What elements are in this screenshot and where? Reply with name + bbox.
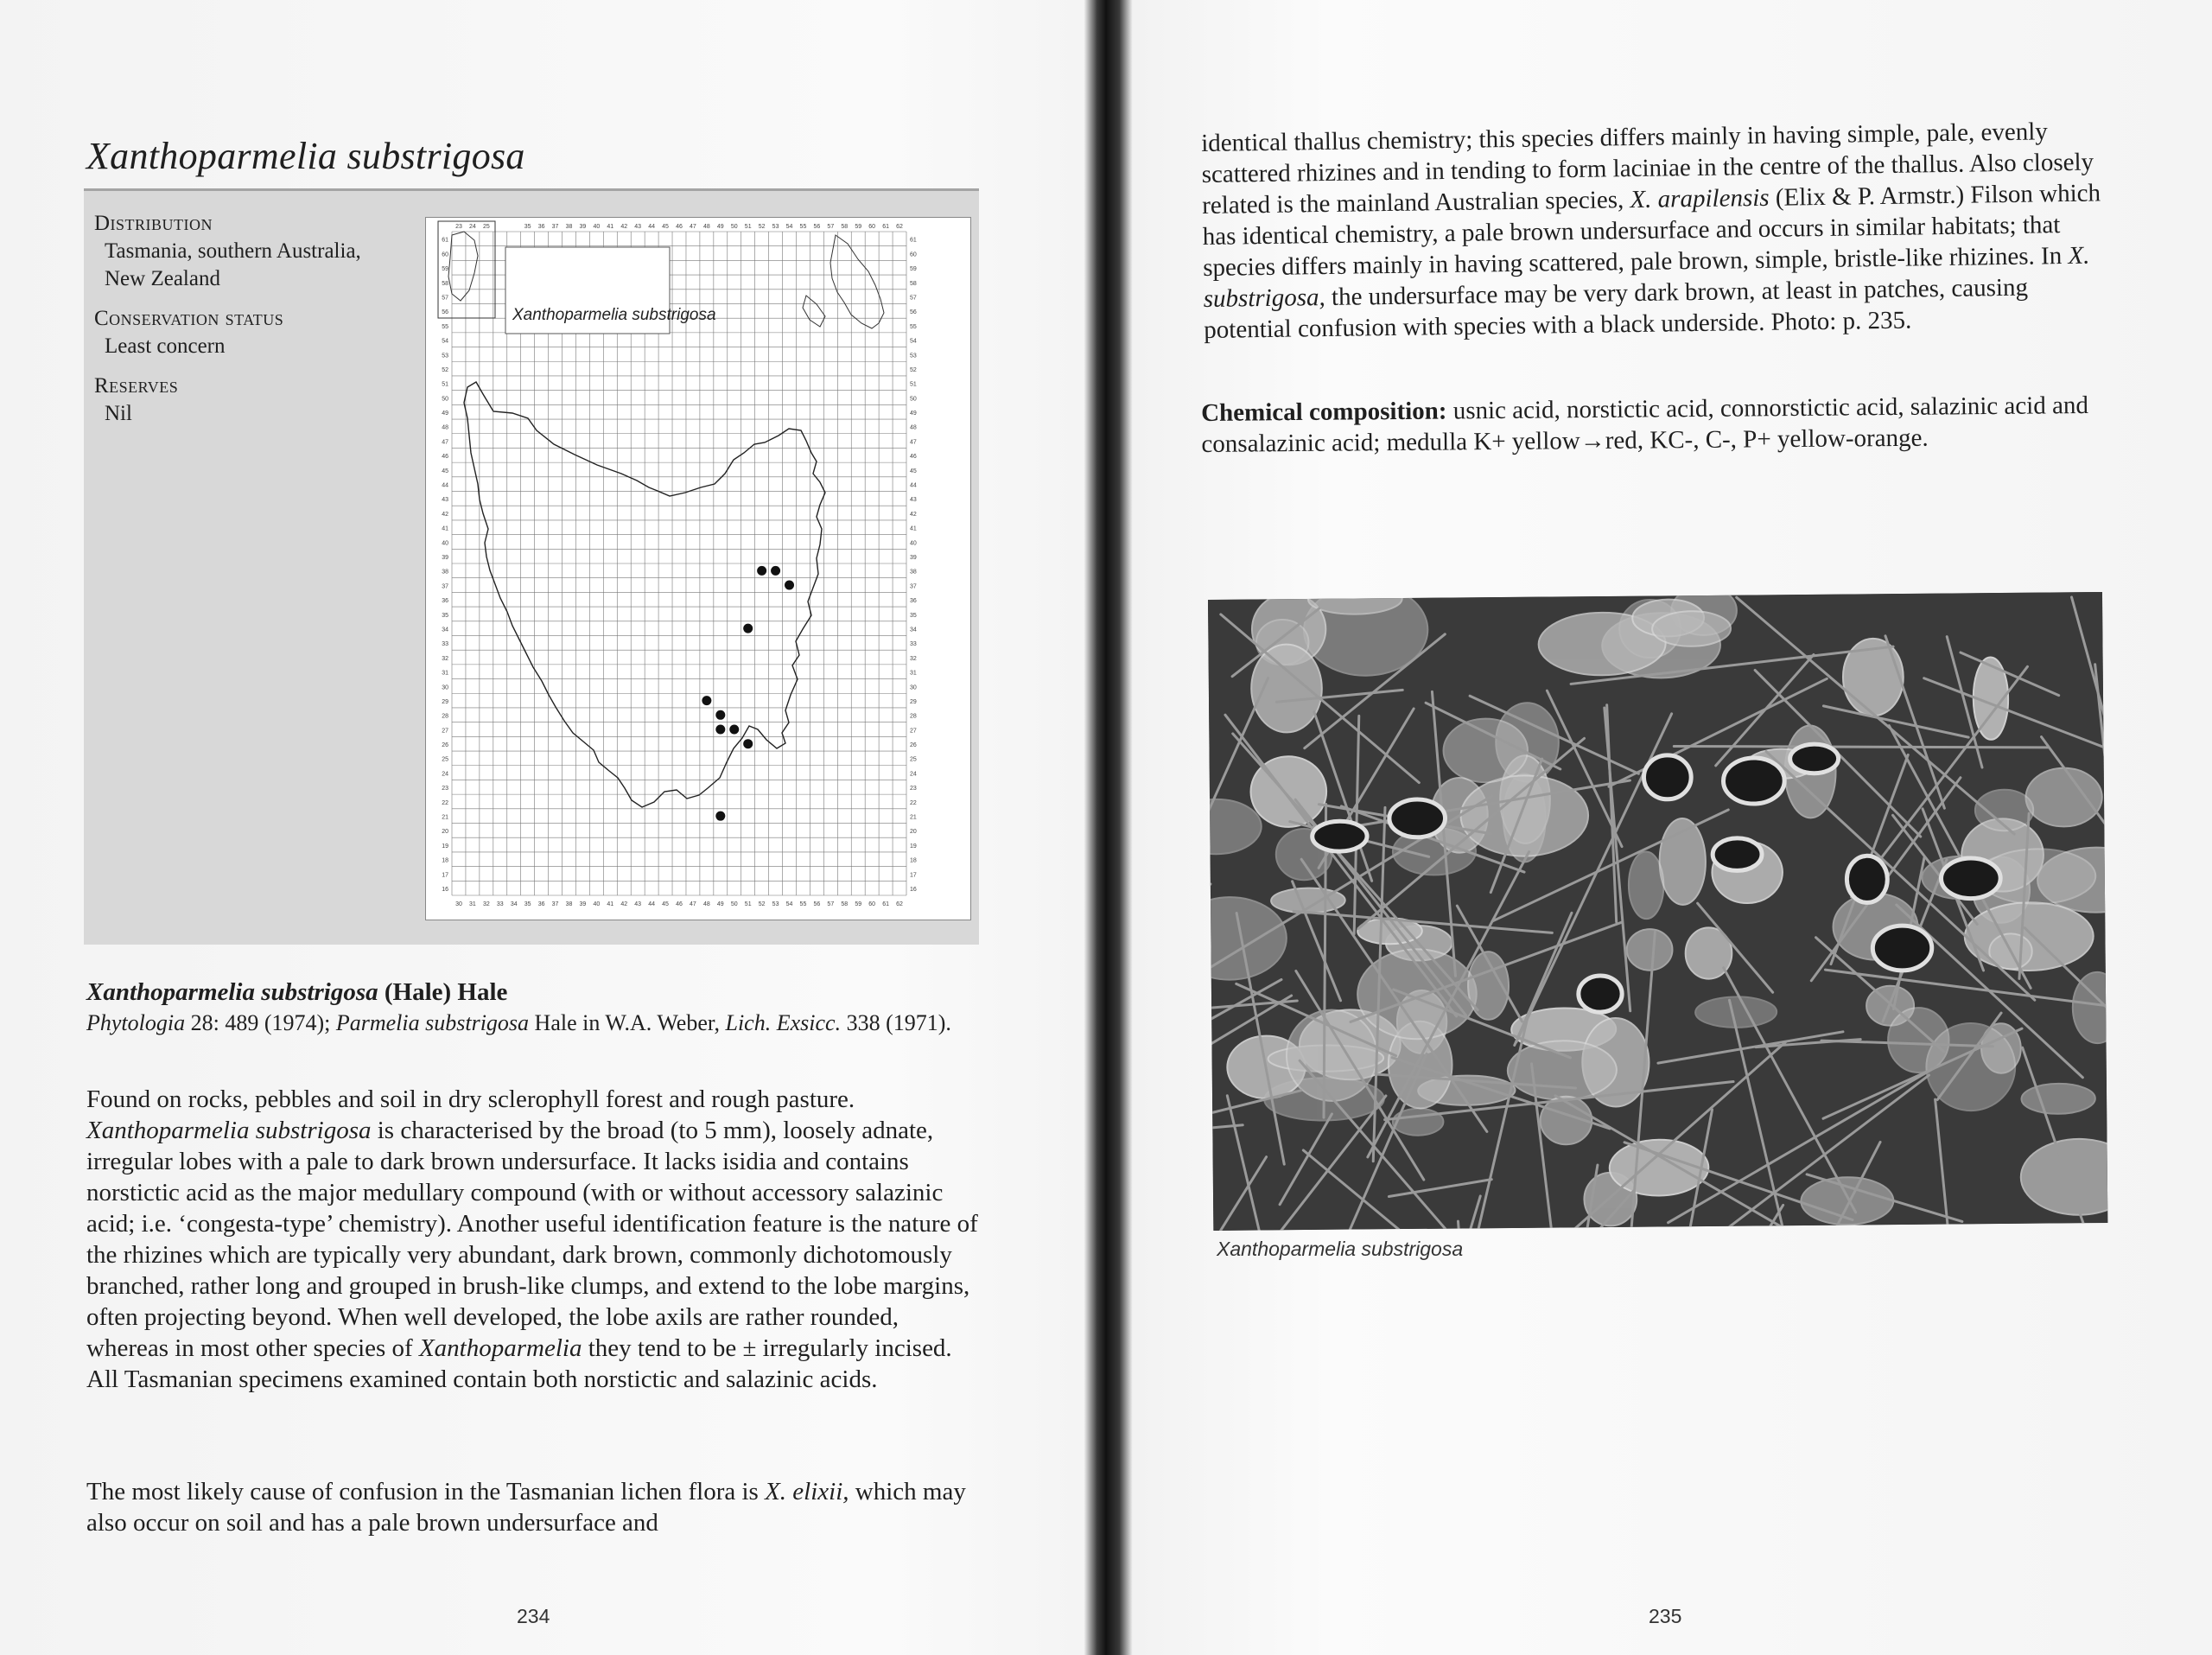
lichen-lobe: [1357, 949, 1477, 1040]
tick-label: 19: [442, 843, 448, 850]
tick-label: 31: [442, 670, 448, 677]
record-dot: [715, 710, 725, 720]
tick-label: 53: [442, 353, 448, 360]
tick-label: 62: [896, 224, 903, 230]
tick-label: 39: [579, 901, 587, 907]
tick-label: 37: [910, 583, 917, 590]
tick-label: 50: [730, 224, 738, 230]
tick-label: 55: [799, 901, 807, 907]
tick-label: 51: [744, 901, 752, 907]
distribution-map: [425, 217, 971, 920]
record-dot: [757, 566, 766, 576]
species-reference: [86, 977, 985, 1039]
tick-label: 27: [442, 728, 448, 735]
tick-label: 44: [910, 482, 917, 489]
tick-label: 28: [442, 713, 448, 720]
right-page: [1115, 0, 2212, 1655]
tick-label: 34: [910, 627, 917, 633]
reference-exsicc: Lich. Exsicc.: [725, 1010, 842, 1035]
right-paragraph-1: identical thallus chemistry; this species differs mainly in having simple, pale, evenly scattered rhizines and in tending to form laciniae in the centre of the thallus. Also closely related is the mainland Australian species, X. arapilensis (Elix & P. Armstr.) Filson which has identical chemistry, a pale brown undersurface and occurs in similar habitats; that species differs mainly in having scattered, pale brown, simple, bristle-like rhizines. In X. substrigosa, the undersurface may be very dark brown, at least in patches, causing potential confusion with species with a black underside. Photo: p. 235.: [1201, 118, 2101, 344]
tick-label: 46: [676, 224, 683, 230]
tick-label: 60: [910, 251, 917, 258]
tick-label: 42: [442, 511, 448, 518]
apothecium: [1872, 926, 1932, 971]
tick-label: 59: [855, 224, 862, 230]
conservation-value: Least concern: [105, 334, 226, 358]
lichen-lobe: [1627, 929, 1673, 971]
tick-label: 48: [702, 901, 710, 907]
inset-coastline: [448, 232, 478, 301]
tick-label: 57: [827, 901, 835, 907]
tick-label: 48: [910, 424, 917, 431]
tick-label: 61: [882, 224, 889, 230]
tick-label: 53: [910, 353, 917, 360]
tick-label: 16: [442, 886, 448, 893]
page-number-right: 235: [1649, 1605, 1682, 1627]
distribution-map-svg: [426, 218, 970, 920]
tick-label: 52: [758, 901, 766, 907]
tick-label: 32: [482, 901, 490, 907]
tick-label: 60: [868, 901, 876, 907]
record-dot: [715, 812, 725, 821]
tick-label: 43: [634, 224, 642, 230]
record-dot: [729, 725, 739, 735]
tick-label: 39: [442, 554, 448, 561]
tick-label: 52: [442, 366, 448, 373]
species-info-text: [94, 210, 388, 440]
reference-synonym-detail: Hale in W.A. Weber,: [529, 1010, 726, 1035]
page-number-left: 234: [517, 1605, 550, 1627]
tick-label: 49: [442, 411, 448, 417]
tick-label: 24: [469, 224, 476, 230]
tick-label: 40: [593, 224, 601, 230]
tick-label: 20: [910, 829, 917, 836]
tick-label: 55: [799, 224, 807, 230]
reference-journal: Phytologia: [86, 1010, 186, 1035]
record-dot: [743, 739, 753, 748]
tick-label: 22: [442, 799, 448, 806]
tick-label: 32: [442, 655, 448, 662]
tick-label: 46: [676, 901, 683, 907]
species-info-box: [84, 188, 979, 945]
tick-label: 42: [910, 511, 917, 518]
tick-label: 48: [442, 424, 448, 431]
tick-label: 38: [442, 569, 448, 576]
tick-label: 54: [785, 224, 793, 230]
tick-label: 47: [910, 439, 917, 446]
tick-label: 35: [524, 901, 531, 907]
tick-label: 29: [442, 698, 448, 705]
tick-label: 17: [910, 872, 917, 879]
conservation-label: Conservation status: [94, 307, 284, 330]
tick-label: 35: [910, 612, 917, 619]
tick-label: 59: [855, 901, 862, 907]
tick-label: 56: [813, 224, 821, 230]
tick-label: 61: [882, 901, 889, 907]
photo-caption: Xanthoparmelia substrigosa: [1217, 1238, 1464, 1260]
tick-label: 60: [868, 224, 876, 230]
tick-label: 57: [442, 295, 448, 302]
tick-label: 27: [910, 728, 917, 735]
tick-label: 49: [910, 411, 917, 417]
apothecium: [1389, 799, 1446, 837]
tick-label: 55: [910, 323, 917, 330]
tick-label: 41: [910, 525, 917, 532]
tick-label: 36: [442, 598, 448, 605]
record-dot: [702, 696, 711, 705]
tick-label: 54: [442, 338, 448, 345]
tick-label: 25: [482, 224, 490, 230]
tick-label: 41: [442, 525, 448, 532]
tick-label: 30: [455, 901, 462, 907]
tick-label: 24: [442, 771, 448, 778]
record-dot: [715, 725, 725, 735]
tick-label: 48: [702, 224, 710, 230]
left-page: [0, 0, 1097, 1655]
tick-label: 50: [910, 396, 917, 403]
tick-label: 49: [716, 901, 724, 907]
mainland-coastline: [803, 235, 884, 328]
chemical-composition: [1201, 390, 2105, 460]
distribution-label: Distribution: [94, 212, 213, 235]
reference-exsicc-detail: 338 (1971).: [841, 1010, 951, 1035]
tick-label: 55: [442, 323, 448, 330]
tick-label: 30: [910, 684, 917, 691]
map-label: Xanthoparmelia substrigosa: [512, 306, 716, 324]
tick-label: 38: [910, 569, 917, 576]
tick-label: 58: [910, 280, 917, 287]
tick-label: 50: [730, 901, 738, 907]
tick-label: 46: [442, 454, 448, 461]
lichen-lobe: [1251, 644, 1322, 733]
tick-label: 59: [910, 266, 917, 273]
apothecium: [1847, 856, 1887, 903]
apothecium: [1313, 821, 1368, 851]
species-title: Xanthoparmelia substrigosa: [86, 135, 525, 177]
tick-label: 43: [634, 901, 642, 907]
tick-label: 56: [910, 309, 917, 316]
tick-label: 43: [910, 497, 917, 504]
lichen-lobe: [2021, 1084, 2095, 1115]
tick-label: 22: [910, 799, 917, 806]
tick-label: 57: [910, 295, 917, 302]
lichen-photo: [1208, 592, 2107, 1231]
tick-label: 58: [841, 901, 849, 907]
tick-label: 28: [910, 713, 917, 720]
record-dot: [785, 581, 794, 590]
tick-label: 51: [910, 381, 917, 388]
lichen-lobe: [1443, 718, 1528, 782]
record-dot: [771, 566, 780, 576]
tick-label: 61: [910, 237, 917, 244]
tick-label: 29: [910, 698, 917, 705]
tick-label: 42: [620, 901, 628, 907]
tick-label: 47: [442, 439, 448, 446]
tick-label: 34: [442, 627, 448, 633]
tick-label: 20: [442, 829, 448, 836]
tick-label: 51: [744, 224, 752, 230]
tick-label: 19: [910, 843, 917, 850]
tick-label: 33: [496, 901, 504, 907]
tick-label: 58: [442, 280, 448, 287]
apothecium: [1579, 976, 1623, 1013]
chemical-composition-text: usnic acid, norstictic acid, connorstictic acid, salazinic acid and consalazinic acid; medulla K+ yellow→red, KC-, C-, P+ yellow-orange.: [1201, 391, 2089, 458]
tick-label: 37: [551, 224, 559, 230]
tick-label: 41: [607, 901, 614, 907]
reserves-value: Nil: [105, 402, 132, 425]
tick-label: 36: [537, 901, 545, 907]
tick-label: 25: [910, 756, 917, 763]
lichen-lobe: [1609, 1139, 1708, 1196]
apothecium: [1713, 838, 1762, 871]
tick-label: 35: [524, 224, 531, 230]
lichen-lobe: [1508, 1041, 1618, 1100]
tick-label: 45: [442, 468, 448, 474]
tick-label: 60: [442, 251, 448, 258]
tick-label: 40: [910, 540, 917, 547]
tick-label: 49: [716, 224, 724, 230]
tick-label: 44: [648, 901, 656, 907]
tick-label: 41: [607, 224, 614, 230]
tick-label: 24: [910, 771, 917, 778]
tick-label: 25: [442, 756, 448, 763]
tick-label: 58: [841, 224, 849, 230]
lichen-photo-svg: [1208, 592, 2107, 1231]
tick-label: 54: [910, 338, 917, 345]
tick-label: 36: [910, 598, 917, 605]
tick-label: 43: [442, 497, 448, 504]
tick-label: 16: [910, 886, 917, 893]
tick-label: 17: [442, 872, 448, 879]
tick-label: 21: [442, 814, 448, 821]
tick-label: 50: [442, 396, 448, 403]
tick-label: 37: [442, 583, 448, 590]
lichen-lobe: [1287, 1009, 1378, 1101]
tick-label: 40: [442, 540, 448, 547]
tick-label: 31: [469, 901, 476, 907]
tick-label: 39: [910, 554, 917, 561]
description-paragraph-2: The most likely cause of confusion in the Tasmanian lichen flora is X. elixii, which may also occur on soil and has a pale brown undersurface and: [86, 1478, 966, 1537]
reserves-label: Reserves: [94, 374, 179, 398]
tick-label: 33: [910, 641, 917, 648]
tick-label: 47: [690, 224, 696, 230]
tick-label: 23: [910, 786, 917, 792]
tick-label: 38: [565, 901, 573, 907]
tick-label: 51: [442, 381, 448, 388]
lichen-lobe: [2025, 767, 2102, 826]
tick-label: 45: [662, 224, 669, 230]
tick-label: 61: [442, 237, 448, 244]
tick-label: 23: [442, 786, 448, 792]
tick-label: 53: [772, 901, 779, 907]
tick-label: 62: [896, 901, 903, 907]
tick-label: 44: [442, 482, 448, 489]
apothecium: [1789, 744, 1838, 773]
chemical-composition-label: Chemical composition:: [1201, 397, 1447, 427]
tick-label: 59: [442, 266, 448, 273]
reference-authority: (Hale) Hale: [378, 978, 508, 1006]
reference-synonym: Parmelia substrigosa: [335, 1010, 530, 1035]
tick-label: 18: [910, 857, 917, 864]
tick-label: 52: [758, 224, 766, 230]
tick-label: 38: [565, 224, 573, 230]
tick-label: 33: [442, 641, 448, 648]
tick-label: 54: [785, 901, 793, 907]
tick-label: 26: [442, 742, 448, 749]
tick-label: 18: [442, 857, 448, 864]
tick-label: 39: [579, 224, 587, 230]
tick-label: 26: [910, 742, 917, 749]
tick-label: 23: [455, 224, 462, 230]
apothecium: [1941, 858, 2000, 899]
tick-label: 37: [551, 901, 559, 907]
tick-label: 53: [772, 224, 779, 230]
lichen-lobe: [1652, 611, 1731, 646]
tick-label: 46: [910, 454, 917, 461]
tick-label: 40: [593, 901, 601, 907]
distribution-value: Tasmania, southern Australia, New Zealand: [105, 239, 361, 290]
lichen-lobe: [1629, 851, 1664, 919]
description-paragraph-1: Found on rocks, pebbles and soil in dry sclerophyll forest and rough pasture. Xanthoparmelia substrigosa is characterised by the broad (to 5 mm), loosely adnate, irregular lobes with a pale to dark brown undersurface. It lacks isidia and contains norstictic acid as the major medullary compound (with or without accessory salazinic acid; i.e. ‘congesta-type’ chemistry). Another useful identification feature is the nature of the rhizines which are typically very abundant, dark brown, commonly dichotomously branched, rather long and grouped in brush-like clumps, and extend to the lobe margins, often projecting beyond. When well developed, the lobe axils are rather rounded, whereas in most other species of Xanthoparmelia they tend to be ± irregularly incised. All Tasmanian specimens examined contain both norstictic and salazinic acids.: [86, 1085, 978, 1393]
tick-label: 34: [510, 901, 518, 907]
record-dot: [743, 624, 753, 633]
tick-label: 47: [690, 901, 696, 907]
tick-label: 31: [910, 670, 917, 677]
tick-label: 36: [537, 224, 545, 230]
tick-label: 45: [662, 901, 669, 907]
tick-label: 44: [648, 224, 656, 230]
reference-species-name: Xanthoparmelia substrigosa: [86, 978, 378, 1006]
tick-label: 30: [442, 684, 448, 691]
tick-label: 57: [827, 224, 835, 230]
tick-label: 35: [442, 612, 448, 619]
tick-label: 21: [910, 814, 917, 821]
reference-journal-detail: 28: 489 (1974);: [185, 1010, 336, 1035]
tick-label: 52: [910, 366, 917, 373]
apothecium: [1643, 755, 1691, 799]
tick-label: 56: [442, 309, 448, 316]
tick-label: 45: [910, 468, 917, 474]
apothecium: [1723, 758, 1784, 805]
tick-label: 42: [620, 224, 628, 230]
tick-label: 56: [813, 901, 821, 907]
tick-label: 32: [910, 655, 917, 662]
